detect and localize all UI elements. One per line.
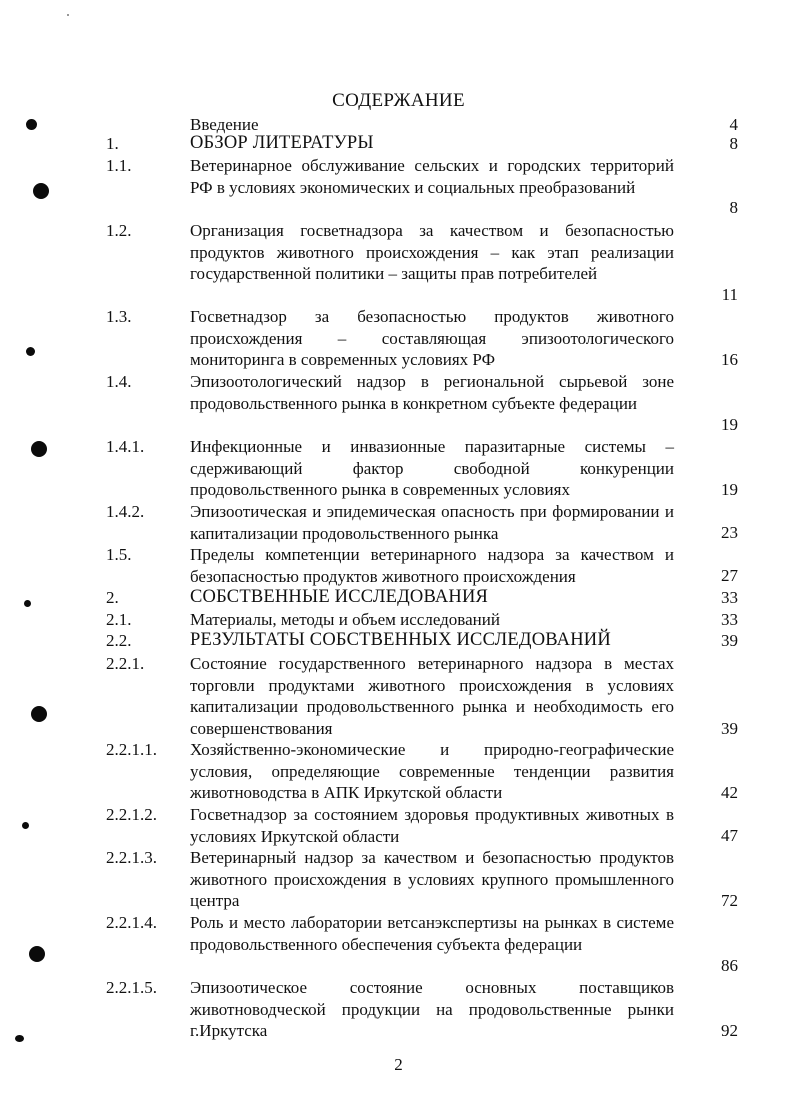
punch-hole <box>31 706 47 722</box>
entry-page: 33 <box>721 610 738 629</box>
entry-number: 2.2.1.3. <box>106 848 157 867</box>
entry-title: СОБСТВЕННЫЕ ИССЛЕДОВАНИЯ <box>190 587 489 607</box>
entry-page: 92 <box>721 1021 738 1040</box>
scan-speck <box>67 14 69 16</box>
punch-hole <box>24 600 31 607</box>
entry-page: 33 <box>721 588 738 607</box>
entry-title: Ветеринарный надзор за качеством и безопасностью продуктов животного происхождения в условиях крупного промышленного центра <box>190 848 674 910</box>
entry-number: 2.2.1.2. <box>106 805 157 824</box>
entry-number: 2.2.1.5. <box>106 978 157 997</box>
entry-title: Эпизоотическая и эпидемическая опасность при формировании и капитализации продовольственного рынка <box>190 502 674 543</box>
entry-title: Инфекционные и инвазионные паразитарные системы – сдерживающий фактор свободной конкуренции продовольственного рынка в современных условиях <box>190 437 674 499</box>
punch-hole <box>33 183 49 199</box>
entry-page: 8 <box>729 198 738 217</box>
entry-page: 16 <box>721 350 738 369</box>
entry-title: Эпизоотологический надзор в региональной сырьевой зоне продовольственного рынка в конкретном субъекте федерации <box>190 372 674 413</box>
entry-number: 1.1. <box>106 156 132 175</box>
entry-number: 1.4.2. <box>106 502 145 521</box>
entry-number: 1.4. <box>106 372 132 391</box>
entry-title: Состояние государственного ветеринарного надзора в местах торговли продуктами животного происхождения в условиях капитализации продовольственного рынка и необходимость его совершенствования <box>190 654 674 738</box>
entry-title: Госветнадзор за безопасностью продуктов животного происхождения – составляющая эпизоотологического мониторинга в современных условиях РФ <box>190 307 674 369</box>
punch-hole <box>26 347 35 356</box>
entry-title: Пределы компетенции ветеринарного надзора за качеством и безопасностью продуктов животного происхождения <box>190 545 674 586</box>
entry-title: Введение <box>190 115 259 134</box>
entry-number: 1.2. <box>106 221 132 240</box>
punch-hole <box>22 822 29 829</box>
entry-title: Хозяйственно-экономические и природно-географические условия, определяющие современные тенденции развития животноводства в АПК Иркутской области <box>190 740 674 802</box>
punch-hole <box>29 946 45 962</box>
entry-page: 47 <box>721 826 738 845</box>
entry-title: Эпизоотическое состояние основных поставщиков животноводческой продукции на продовольственные рынки г.Иркутска <box>190 978 674 1040</box>
entry-page: 19 <box>721 480 738 499</box>
entry-number: 2.1. <box>106 610 132 629</box>
entry-number: 1. <box>106 134 119 153</box>
entry-page: 39 <box>721 719 738 738</box>
toc-title: СОДЕРЖАНИЕ <box>332 90 465 111</box>
entry-title: Ветеринарное обслуживание сельских и городских территорий РФ в условиях экономических и социальных преобразований <box>190 156 674 197</box>
entry-number: 2.2. <box>106 631 132 650</box>
entry-page: 27 <box>721 566 738 585</box>
entry-title: Роль и место лаборатории ветсанэкспертизы на рынках в системе продовольственного обеспечения субъекта федерации <box>190 913 674 954</box>
punch-hole <box>31 441 47 457</box>
entry-number: 1.4.1. <box>106 437 145 456</box>
entry-number: 2.2.1.4. <box>106 913 157 932</box>
entry-number: 1.5. <box>106 545 132 564</box>
punch-hole <box>26 119 37 130</box>
entry-title: Материалы, методы и объем исследований <box>190 610 500 629</box>
entry-number: 2.2.1.1. <box>106 740 157 759</box>
entry-page: 86 <box>721 956 738 975</box>
entry-page: 72 <box>721 891 738 910</box>
entry-page: 4 <box>729 115 738 134</box>
entry-page: 19 <box>721 415 738 434</box>
entry-title: ОБЗОР ЛИТЕРАТУРЫ <box>190 133 374 153</box>
entry-page: 23 <box>721 523 738 542</box>
entry-number: 2. <box>106 588 119 607</box>
entry-page: 8 <box>729 134 738 153</box>
entry-page: 11 <box>721 285 738 304</box>
page-number: 2 <box>394 1055 403 1074</box>
entry-number: 2.2.1. <box>106 654 145 673</box>
punch-hole <box>15 1035 24 1042</box>
entry-title: РЕЗУЛЬТАТЫ СОБСТВЕННЫХ ИССЛЕДОВАНИЙ <box>190 630 611 650</box>
entry-title: Организация госветнадзора за качеством и безопасностью продуктов животного происхождения – как этап реализации государственной политики – защиты прав потребителей <box>190 221 674 283</box>
entry-title: Госветнадзор за состоянием здоровья продуктивных животных в условиях Иркутской области <box>190 805 674 846</box>
entry-page: 39 <box>721 631 738 650</box>
entry-page: 42 <box>721 783 738 802</box>
entry-number: 1.3. <box>106 307 132 326</box>
